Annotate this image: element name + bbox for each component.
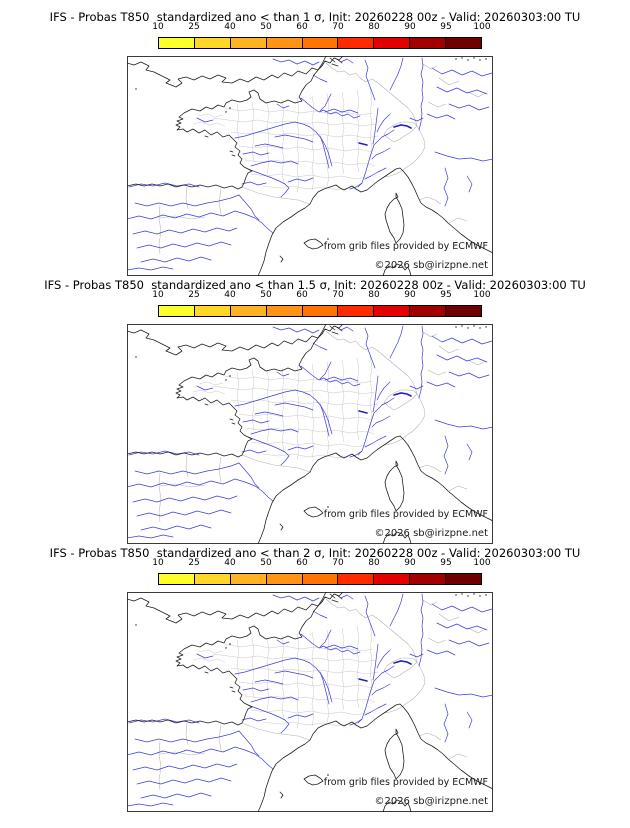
colorbar-tick-label: 25	[188, 290, 200, 300]
colorbar-tick-label: 70	[332, 22, 344, 32]
colorbar-segment	[445, 574, 481, 584]
colorbar-segment	[409, 38, 445, 48]
colorbar-segment	[445, 306, 481, 316]
colorbar	[158, 37, 482, 49]
colorbar-segment	[373, 306, 409, 316]
colorbar-segment	[373, 38, 409, 48]
colorbar-segment	[266, 38, 302, 48]
colorbar-tick-label: 40	[224, 558, 236, 568]
map-figure	[127, 56, 493, 276]
colorbar-segment	[194, 38, 230, 48]
colorbar-segment	[337, 38, 373, 48]
colorbar-tick-label: 40	[224, 290, 236, 300]
colorbar-tick-label: 70	[332, 290, 344, 300]
colorbar-segment	[373, 574, 409, 584]
colorbar-tick-label: 60	[296, 558, 308, 568]
colorbar-segment	[194, 574, 230, 584]
colorbar-ticks	[152, 290, 491, 302]
colorbar-tick-label: 40	[224, 22, 236, 32]
colorbar-segment	[409, 574, 445, 584]
colorbar-tick-label: 10	[152, 290, 164, 300]
colorbar-segment	[302, 38, 338, 48]
colorbar-tick-label: 10	[152, 558, 164, 568]
ecmwf-credit: from grib files provided by ECMWF	[323, 241, 488, 252]
ecmwf-credit: from grib files provided by ECMWF	[323, 777, 488, 788]
colorbar-segment	[194, 306, 230, 316]
panel-sigma-1	[0, 0, 630, 276]
colorbar-segment	[337, 574, 373, 584]
colorbar-tick-label: 50	[260, 558, 272, 568]
colorbar-tick-label: 60	[296, 22, 308, 32]
colorbar-segment	[230, 306, 266, 316]
colorbar-segment	[445, 38, 481, 48]
colorbar-segment	[266, 574, 302, 584]
colorbar-tick-label: 50	[260, 22, 272, 32]
colorbar	[158, 305, 482, 317]
colorbar-tick-label: 100	[473, 558, 491, 568]
map-figure	[127, 324, 493, 544]
colorbar-segment	[302, 574, 338, 584]
copyright-credit: ©2026 sb@irizpne.net	[374, 260, 488, 271]
colorbar-segment	[230, 574, 266, 584]
colorbar-tick-label: 95	[440, 22, 452, 32]
colorbar-segment	[409, 306, 445, 316]
panel-sigma-1-5	[0, 268, 630, 544]
colorbar-segment	[337, 306, 373, 316]
colorbar-segment	[159, 38, 194, 48]
copyright-credit: ©2026 sb@irizpne.net	[374, 528, 488, 539]
colorbar-tick-label: 50	[260, 290, 272, 300]
colorbar-tick-label: 90	[404, 558, 416, 568]
colorbar-tick-label: 25	[188, 558, 200, 568]
colorbar-tick-label: 95	[440, 558, 452, 568]
colorbar-tick-label: 80	[368, 290, 380, 300]
colorbar-tick-label: 100	[473, 22, 491, 32]
colorbar-tick-label: 80	[368, 558, 380, 568]
map-figure	[127, 592, 493, 812]
colorbar-segment	[159, 574, 194, 584]
colorbar-segment	[230, 38, 266, 48]
ecmwf-credit: from grib files provided by ECMWF	[323, 509, 488, 520]
colorbar-tick-label: 100	[473, 290, 491, 300]
panel-title: IFS - Probas T850 standardized ano < than 2 σ, Init: 20260228 00z - Valid: 20260303:00 TU	[49, 546, 581, 560]
colorbar-segment	[302, 306, 338, 316]
colorbar-ticks	[152, 558, 491, 570]
colorbar-tick-label: 90	[404, 22, 416, 32]
colorbar-tick-label: 90	[404, 290, 416, 300]
colorbar-tick-label: 25	[188, 22, 200, 32]
panel-sigma-2	[0, 536, 630, 812]
colorbar-ticks	[152, 22, 491, 34]
colorbar-tick-label: 60	[296, 290, 308, 300]
panel-title: IFS - Probas T850 standardized ano < than 1 σ, Init: 20260228 00z - Valid: 20260303:00 TU	[49, 10, 581, 24]
colorbar	[158, 573, 482, 585]
copyright-credit: ©2026 sb@irizpne.net	[374, 796, 488, 807]
colorbar-tick-label: 80	[368, 22, 380, 32]
colorbar-tick-label: 95	[440, 290, 452, 300]
colorbar-segment	[266, 306, 302, 316]
colorbar-tick-label: 10	[152, 22, 164, 32]
panel-title: IFS - Probas T850 standardized ano < than 1.5 σ, Init: 20260228 00z - Valid: 20260303:00 TU	[44, 278, 586, 292]
colorbar-tick-label: 70	[332, 558, 344, 568]
colorbar-segment	[159, 306, 194, 316]
